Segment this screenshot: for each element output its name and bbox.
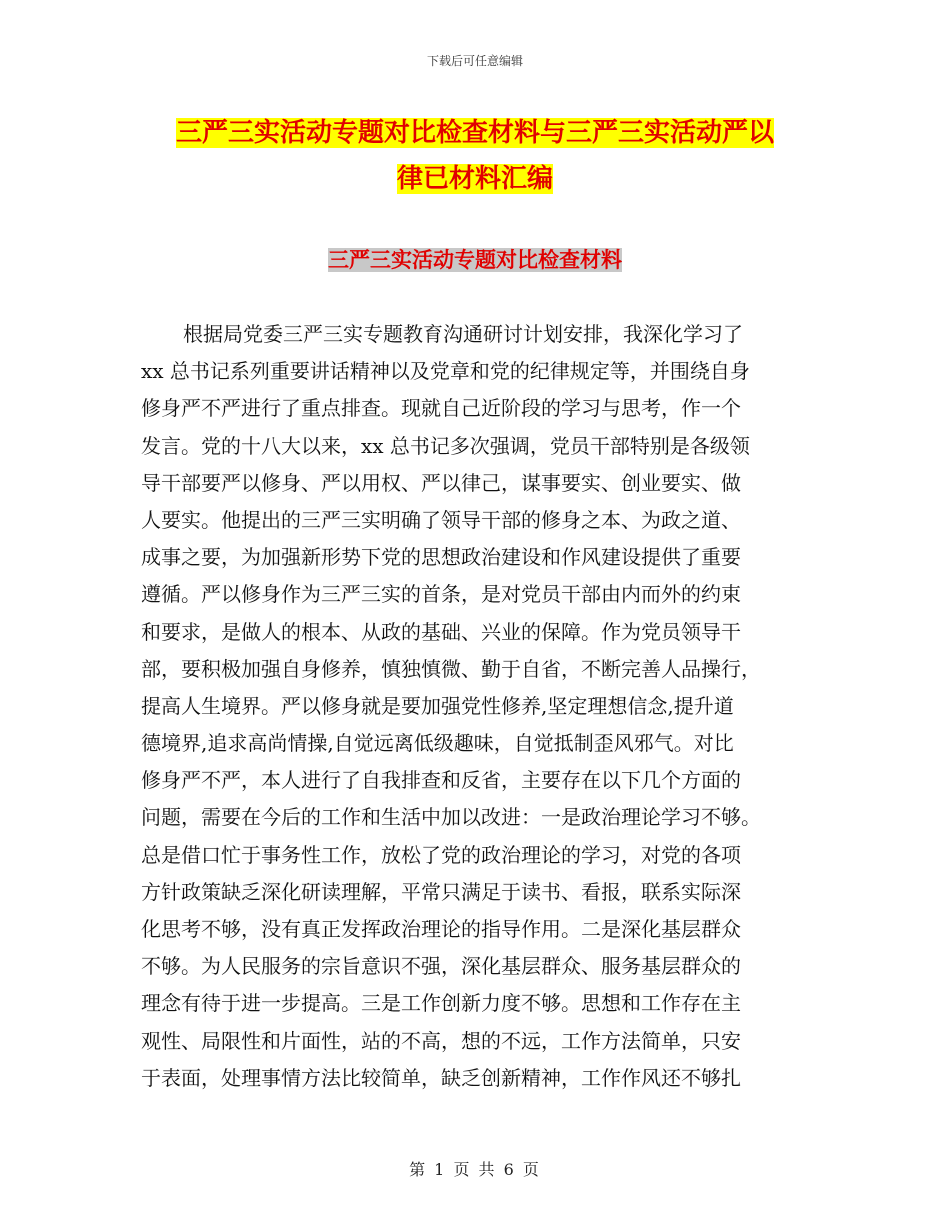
body-paragraph [141, 316, 809, 1097]
paragraph-line: 德境界,追求高尚情操,自觉远离低级趣味，自觉抵制歪风邪气。对比 [141, 731, 734, 756]
paragraph-line: 观性、局限性和片面性，站的不高，想的不远，工作方法简单，只安 [141, 1028, 741, 1053]
paragraph-line: 总是借口忙于事务性工作，放松了党的政治理论的学习，对党的各项 [141, 842, 741, 867]
section-title: 三严三实活动专题对比检查材料 [328, 248, 622, 272]
paragraph-line: 导干部要严以修身、严以用权、严以律己，谋事要实、创业要实、做 [141, 470, 741, 495]
paragraph-line: 提高人生境界。严以修身就是要加强党性修养,坚定理想信念,提升道 [141, 693, 734, 718]
paragraph-line: 根据局党委三严三实专题教育沟通研讨计划安排，我深化学习了 [183, 322, 743, 346]
paragraph-line: 修身严不严，本人进行了自我排查和反省，主要存在以下几个方面的 [141, 768, 741, 793]
title-line-2: 律已材料汇编 [396, 164, 553, 194]
paragraph-line: 于表面，处理事情方法比较简单，缺乏创新精神，工作作风还不够扎 [141, 1065, 741, 1090]
paragraph-line: 遵循。严以修身作为三严三实的首条，是对党员干部由内而外的约束 [141, 582, 741, 607]
paragraph-line: 人要实。他提出的三严三实明确了领导干部的修身之本、为政之道、 [141, 507, 741, 532]
paragraph-line: 部，要积极加强自身修养，慎独慎微、勤于自省，不断完善人品操行， [141, 656, 761, 681]
paragraph-line: 修身严不严进行了重点排查。现就自己近阶段的学习与思考，作一个 [141, 396, 741, 421]
paragraph-line: 问题，需要在今后的工作和生活中加以改进：一是政治理论学习不够。 [141, 805, 761, 830]
title-line-1: 三严三实活动专题对比检查材料与三严三实活动严以 [175, 118, 774, 148]
page-footer: 第 1 页 共 6 页 [409, 1160, 541, 1179]
document-title [0, 110, 950, 202]
paragraph-line: 理念有待于进一步提高。三是工作创新力度不够。思想和工作存在主 [141, 991, 741, 1016]
header-note: 下载后可任意编辑 [426, 54, 523, 68]
paragraph-line: xx 总书记系列重要讲话精神以及党章和党的纪律规定等，并围绕自身 [141, 359, 750, 384]
paragraph-line: 方针政策缺乏深化研读理解，平常只满足于读书、看报，联系实际深 [141, 879, 741, 904]
paragraph-line: 成事之要，为加强新形势下党的思想政治建设和作风建设提供了重要 [141, 545, 741, 570]
paragraph-line: 发言。党的十八大以来，xx 总书记多次强调，党员干部特别是各级领 [141, 433, 750, 458]
paragraph-line: 和要求，是做人的根本、从政的基础、兴业的保障。作为党员领导干 [141, 619, 741, 644]
paragraph-line: 不够。为人民服务的宗旨意识不强，深化基层群众、服务基层群众的 [141, 954, 741, 979]
paragraph-line: 化思考不够，没有真正发挥政治理论的指导作用。二是深化基层群众 [141, 917, 741, 941]
